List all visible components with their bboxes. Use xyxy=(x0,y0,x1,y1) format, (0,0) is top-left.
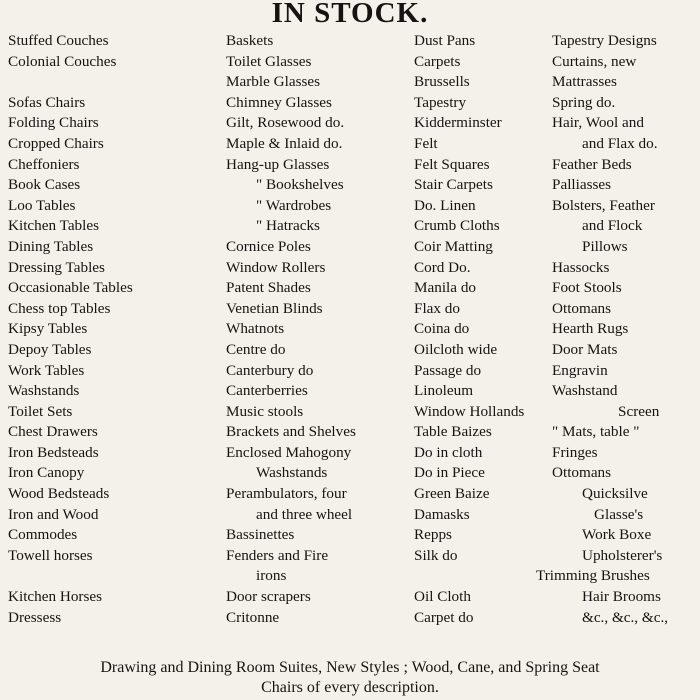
list-item: Toilet Sets xyxy=(8,402,73,420)
list-item: " Wardrobes xyxy=(256,196,332,214)
list-item: Trimming Brushes xyxy=(536,567,650,585)
list-item: Brussells xyxy=(414,73,470,91)
list-item: Washstands xyxy=(256,464,328,482)
list-item: and three wheel xyxy=(256,505,353,523)
list-item: Felt xyxy=(414,134,438,152)
list-item: Palliasses xyxy=(552,176,612,194)
ad-title: IN STOCK. xyxy=(271,0,429,29)
list-item: Manila do xyxy=(414,279,477,297)
list-item: Washstand xyxy=(552,382,618,400)
list-item xyxy=(414,566,524,587)
list-item: Tapestry Designs xyxy=(552,32,657,49)
list-item: Crumb Cloths xyxy=(414,217,500,235)
list-item: Music stools xyxy=(226,402,304,420)
list-item: Quicksilve xyxy=(582,485,648,503)
list-item: Silk do xyxy=(414,546,458,564)
list-item: Damasks xyxy=(414,505,470,523)
list-item: Chess top Tables xyxy=(8,299,111,317)
list-item: Patent Shades xyxy=(226,279,311,297)
list-item: Chimney Glasses xyxy=(226,93,332,111)
list-item: Door Mats xyxy=(552,340,618,358)
list-item: Critonne xyxy=(226,608,280,626)
list-item: Baskets xyxy=(226,32,274,49)
list-item: Feather Beds xyxy=(552,155,632,173)
list-item: Curtains, new xyxy=(552,52,637,70)
list-item: Foot Stools xyxy=(552,279,622,297)
list-item: Ottomans xyxy=(552,299,612,317)
list-item: Repps xyxy=(414,526,452,544)
list-item: Kitchen Horses xyxy=(8,588,103,606)
list-item: Book Cases xyxy=(8,176,81,194)
list-item: Upholsterer's xyxy=(582,546,663,564)
list-item: Do in cloth xyxy=(414,443,483,461)
list-item: Dressess xyxy=(8,608,62,626)
list-item: Coina do xyxy=(414,320,470,338)
list-item: Bassinettes xyxy=(226,526,295,544)
list-item: Fenders and Fire xyxy=(226,546,329,564)
list-item: Canterbury do xyxy=(226,361,314,379)
footer-note xyxy=(0,658,700,698)
list-item: Gilt, Rosewood do. xyxy=(226,114,345,132)
list-item: and Flax do. xyxy=(582,134,658,152)
list-item: " Bookshelves xyxy=(256,176,344,194)
list-item: Iron Canopy xyxy=(8,464,85,482)
list-item: Brackets and Shelves xyxy=(226,423,356,441)
column-furniture xyxy=(8,31,133,628)
list-item: Stuffed Couches xyxy=(8,32,109,49)
list-item: Kipsy Tables xyxy=(8,320,88,338)
list-item: Ottomans xyxy=(552,464,612,482)
list-item: Coir Matting xyxy=(414,237,493,255)
list-item: Chest Drawers xyxy=(8,423,98,441)
list-item: Fringes xyxy=(552,443,598,461)
list-item: Engravin xyxy=(552,361,608,379)
list-item: Screen xyxy=(618,402,660,420)
list-item: Glasse's xyxy=(594,505,644,523)
list-item: Window Hollands xyxy=(414,402,525,420)
list-item: Oilcloth wide xyxy=(414,340,498,358)
list-item: Carpet do xyxy=(414,608,474,626)
list-item: " Hatracks xyxy=(256,217,320,235)
footer-line-2: Chairs of every description. xyxy=(261,679,439,696)
list-item: Kitchen Tables xyxy=(8,217,100,235)
list-item: and Flock xyxy=(582,217,643,235)
list-item: Enclosed Mahogony xyxy=(226,443,352,461)
list-item: Hang-up Glasses xyxy=(226,155,330,173)
list-item: Do. Linen xyxy=(414,196,476,214)
list-item: Dressing Tables xyxy=(8,258,105,276)
list-item: Cornice Poles xyxy=(226,237,311,255)
list-item: Work Boxe xyxy=(582,526,652,544)
list-item: Washstands xyxy=(8,382,80,400)
list-item: Maple & Inlaid do. xyxy=(226,134,343,152)
list-item: Perambulators, four xyxy=(226,485,347,503)
list-item: Cord Do. xyxy=(414,258,471,276)
list-item: Oil Cloth xyxy=(414,588,471,606)
list-item: Spring do. xyxy=(552,93,616,111)
list-item xyxy=(8,566,133,587)
list-item: Wood Bedsteads xyxy=(8,485,110,503)
list-item: Toilet Glasses xyxy=(226,52,312,70)
list-item: Folding Chairs xyxy=(8,114,99,132)
list-item: Work Tables xyxy=(8,361,85,379)
column-carpets-fabrics xyxy=(414,31,524,628)
column-glasses-fittings xyxy=(226,31,356,628)
list-item: Hearth Rugs xyxy=(552,320,629,338)
list-item: Venetian Blinds xyxy=(226,299,323,317)
list-item: Iron Bedsteads xyxy=(8,443,99,461)
footer-line-1: Drawing and Dining Room Suites, New Styles ; Wood, Cane, and Spring Seat xyxy=(100,659,600,676)
list-item: Hair, Wool and xyxy=(552,114,644,132)
list-item: Tapestry xyxy=(414,93,467,111)
list-item: Pillows xyxy=(582,237,628,255)
list-item: Depoy Tables xyxy=(8,340,92,358)
list-item: Kidderminster xyxy=(414,114,502,132)
list-item: Marble Glasses xyxy=(226,73,321,91)
list-item: Cropped Chairs xyxy=(8,134,104,152)
list-item: Flax do xyxy=(414,299,460,317)
list-item: Whatnots xyxy=(226,320,285,338)
list-item: Green Baize xyxy=(414,485,490,503)
list-item: Table Baizes xyxy=(414,423,492,441)
list-item xyxy=(8,72,133,93)
list-item: Sofas Chairs xyxy=(8,93,86,111)
list-item: Dust Pans xyxy=(414,32,476,49)
column-bedding-upholstery xyxy=(536,31,669,628)
list-item: Hassocks xyxy=(552,258,610,276)
list-item: Colonial Couches xyxy=(8,52,117,70)
list-item: Felt Squares xyxy=(414,155,490,173)
list-item: Hair Brooms xyxy=(582,588,661,606)
list-item: Stair Carpets xyxy=(414,176,493,194)
list-item: Centre do xyxy=(226,340,286,358)
list-item: &c., &c., &c., xyxy=(582,608,669,626)
list-item: Occasionable Tables xyxy=(8,279,133,297)
list-item: Towell horses xyxy=(8,546,93,564)
list-item: Mattrasses xyxy=(552,73,617,91)
list-item: Commodes xyxy=(8,526,78,544)
list-item: Loo Tables xyxy=(8,196,76,214)
list-item: Do in Piece xyxy=(414,464,485,482)
list-item: Linoleum xyxy=(414,382,474,400)
list-item: " Mats, table " xyxy=(552,423,640,441)
list-item: Dining Tables xyxy=(8,237,94,255)
list-item: Canterberries xyxy=(226,382,308,400)
list-item: Bolsters, Feather xyxy=(552,196,655,214)
list-item: Passage do xyxy=(414,361,482,379)
list-item: Carpets xyxy=(414,52,461,70)
list-item: Cheffoniers xyxy=(8,155,80,173)
list-item: irons xyxy=(256,567,287,585)
list-item: Iron and Wood xyxy=(8,505,99,523)
list-item: Window Rollers xyxy=(226,258,326,276)
list-item: Door scrapers xyxy=(226,588,311,606)
